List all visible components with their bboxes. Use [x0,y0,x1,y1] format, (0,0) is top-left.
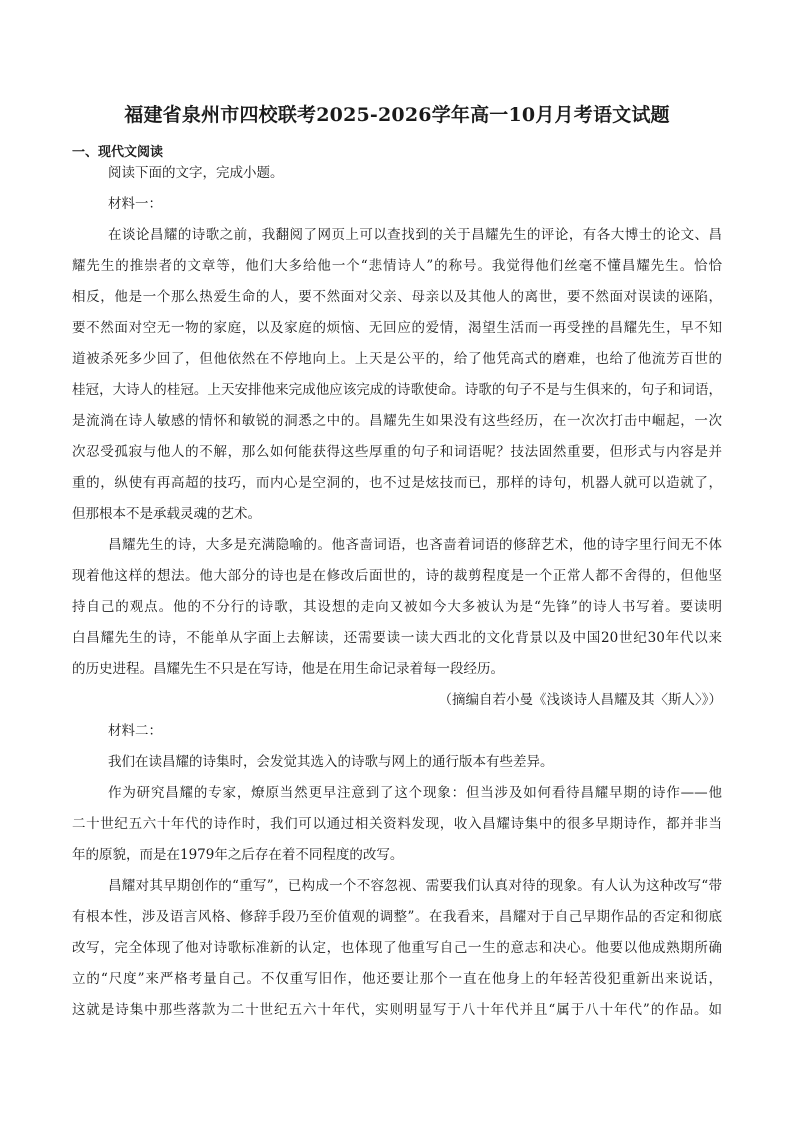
text-line: 材料一： [108,196,162,212]
text-line: 这就是诗集中那些落款为二十世纪五六十年代，实则明显写于八十年代并且“属于八十年代”的作品。如 [72,1002,722,1018]
text-line: 白昌耀先生的诗，不能单从字面上去解读，还需要读一读大西北的文化背景以及中国20世纪30年代以来 [72,630,722,646]
text-line: 但那根本不是承载灵魂的艺术。 [72,506,261,522]
text-line: 次忍受孤寂与他人的不解，那么如何能获得这些厚重的句子和词语呢？技法固然重要，但形式与内容是并 [72,444,722,460]
text-line: 二十世纪五六十年代的诗作时，我们可以通过相关资料发现，收入昌耀诗集中的很多早期诗作，都并非当 [72,816,722,832]
text-line: 材料二： [108,723,162,739]
text-line: 改写，完全体现了他对诗歌标准新的认定，也体现了他重写自己一生的意志和决心。他要以他成熟期所确 [72,940,722,956]
text-line: 相反，他是一个那么热爱生命的人，要不然面对父亲、母亲以及其他人的离世，要不然面对误读的诬陷， [72,289,722,305]
text-line: 立的“尺度”来严格考量自己。不仅重写旧作，他还要让那个一直在他身上的年轻苦役犯重新出来说话， [72,971,722,987]
section-heading: 一、现代文阅读 [72,145,164,160]
text-line: 耀先生的推崇者的文章等，他们大多给他一个“悲情诗人”的称号。我觉得他们丝毫不懂昌耀先生。恰恰 [72,258,722,274]
text-line: 我们在读昌耀的诗集时，会发觉其选入的诗歌与网上的通行版本有些差异。 [108,754,554,770]
text-line: 有根本性，涉及语言风格、修辞手段乃至价值观的调整”。在我看来，昌耀对于自己早期作品的否定和彻底 [72,909,722,925]
text-line: 在谈论昌耀的诗歌之前，我翻阅了网页上可以查找到的关于昌耀先生的评论，有各大博士的论文、昌 [108,227,722,243]
page-title: 福建省泉州市四校联考2025-2026学年高一10月月考语文试题 [124,104,670,126]
text-line: 要不然面对空无一物的家庭，以及家庭的烦恼、无回应的爱情，渴望生活而一再受挫的昌耀先生，早不知 [72,320,722,336]
text-line: 桂冠，大诗人的桂冠。上天安排他来完成他应该完成的诗歌使命。诗歌的句子不是与生俱来的，句子和词语， [72,382,722,398]
text-line: 持自己的观点。他的不分行的诗歌，其设想的走向又被如今大多被认为是“先锋”的诗人书写着。要读明 [72,599,722,615]
text-line: 年的原貌，而是在1979年之后存在着不同程度的改写。 [72,847,404,863]
text-line: 昌耀先生的诗，大多是充满隐喻的。他吝啬词语，也吝啬着词语的修辞艺术，他的诗字里行间无不体 [108,537,722,553]
text-line: 是流淌在诗人敏感的情怀和敏锐的洞悉之中的。昌耀先生如果没有这些经历，在一次次打击中崛起，一次 [72,413,722,429]
text-line: 的历史进程。昌耀先生不只是在写诗，他是在用生命记录着每一段经历。 [72,661,504,677]
text-line: （摘编自若小曼《浅谈诗人昌耀及其〈斯人〉》） [438,692,722,708]
text-line: 重的，纵使有再高超的技巧，而内心是空洞的，也不过是炫技而已，那样的诗句，机器人就可以造就了， [72,475,722,491]
text-line: 阅读下面的文字，完成小题。 [108,165,284,181]
text-line: 昌耀对其早期创作的“重写”，已构成一个不容忽视、需要我们认真对待的现象。有人认为这种改写“带 [108,878,722,894]
text-line: 现着他这样的想法。他大部分的诗也是在修改后面世的，诗的裁剪程度是一个正常人都不舍得的，但他坚 [72,568,722,584]
text-line: 道被杀死多少回了，但他依然在不停地向上。上天是公平的，给了他凭高式的磨难，也给了他流芳百世的 [72,351,722,367]
passage-body [72,158,722,1026]
text-line: 作为研究昌耀的专家，燎原当然更早注意到了这个现象：但当涉及如何看待昌耀早期的诗作——他 [108,785,722,801]
